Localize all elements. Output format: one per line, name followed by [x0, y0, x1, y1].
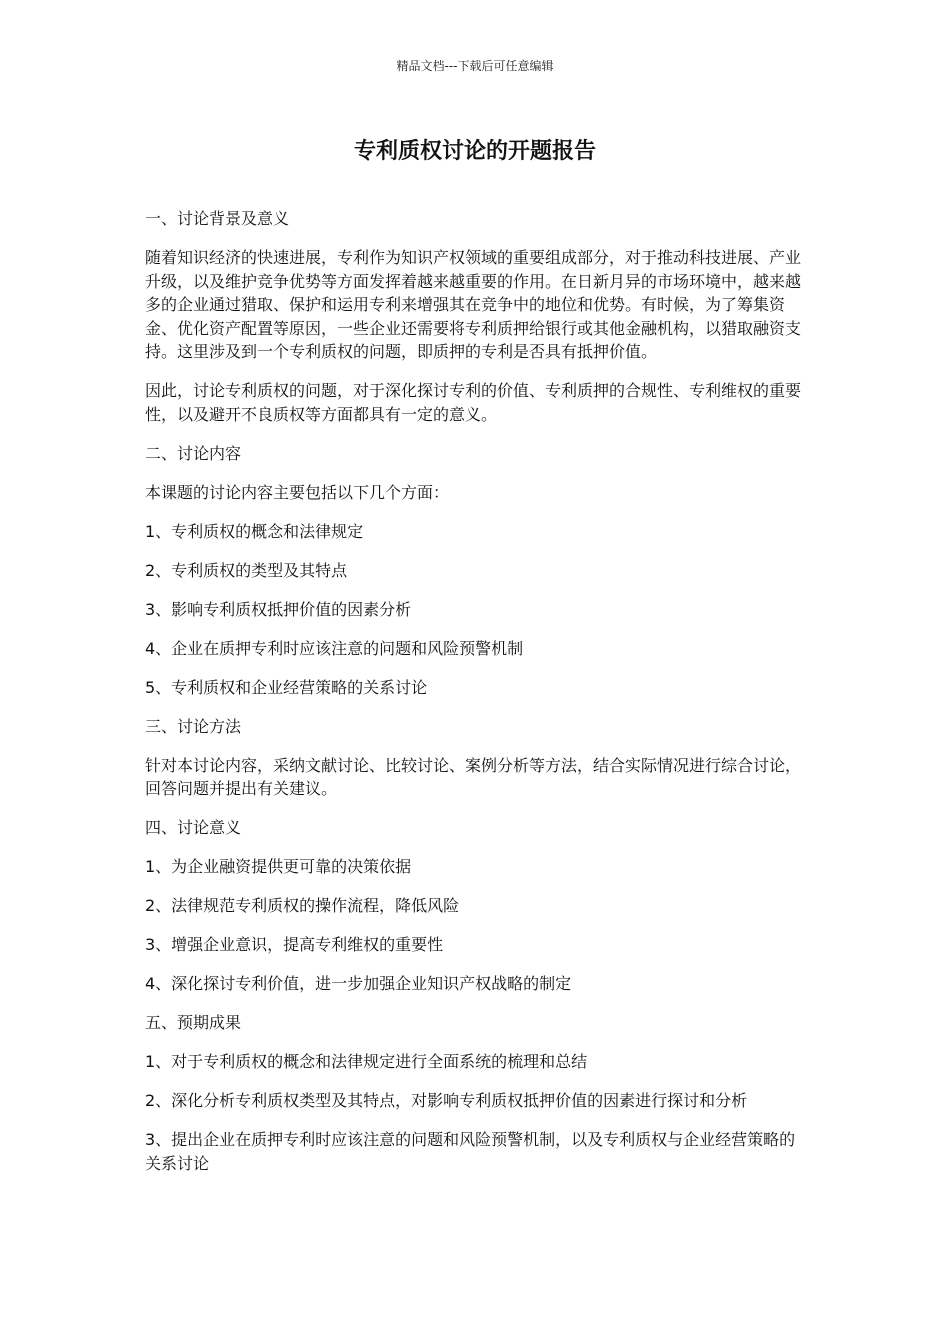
section-heading-background: 一、讨论背景及意义 — [145, 209, 290, 228]
list-item: 1、为企业融资提供更可靠的决策依据 — [145, 857, 412, 876]
list-item: 5、专利质权和企业经营策略的关系讨论 — [145, 677, 428, 697]
list-item: 3、增强企业意识，提高专利维权的重要性 — [145, 935, 444, 954]
document-title: 专利质权讨论的开题报告 — [353, 139, 596, 164]
section-heading-meaning: 四、讨论意义 — [145, 818, 242, 837]
list-item: 2、专利质权的类型及其特点 — [145, 560, 348, 580]
list-item: 1、专利质权的概念和法律规定 — [145, 521, 364, 541]
list-item: 3、影响专利质权抵押价值的因素分析 — [145, 599, 412, 619]
paragraph-method: 针对本讨论内容，采纳文献讨论、比较讨论、案例分析等方法，结合实际情况进行综合讨论，回答问题并提出有关建议。 — [145, 755, 802, 798]
section-heading-content: 二、讨论内容 — [145, 443, 242, 463]
list-item: 4、企业在质押专利时应该注意的问题和风险预警机制 — [145, 638, 524, 658]
list-item: 4、深化探讨专利价值，进一步加强企业知识产权战略的制定 — [145, 974, 572, 993]
section-heading-method: 三、讨论方法 — [145, 716, 242, 736]
list-item: 1、对于专利质权的概念和法律规定进行全面系统的梳理和总结 — [145, 1052, 588, 1071]
paragraph-background: 随着知识经济的快速进展，专利作为知识产权领域的重要组成部分，对于推动科技进展、产业升级，以及维护竞争优势等方面发挥着越来越重要的作用。在日新月异的市场环境中，越来越多的企业通过猎取、保护和运用专利来增强其在竞争中的地位和优势。有时候，为了筹集资金、优化资产配置等原因，一些企业还需要将专利质押给银行或其他金融机构，以猎取融资支持。这里涉及到一个专利质权的问题，即质押的专利是否具有抵押价值。 — [145, 248, 802, 361]
list-item: 2、法律规范专利质权的操作流程，降低风险 — [145, 896, 460, 915]
header-note: 精品文档---下载后可任意编辑 — [396, 59, 554, 73]
paragraph-content-intro: 本课题的讨论内容主要包括以下几个方面： — [145, 482, 450, 502]
document-body — [145, 207, 810, 1191]
paragraph-significance: 因此，讨论专利质权的问题，对于深化探讨专利的价值、专利质押的合规性、专利维权的重要性，以及避开不良质权等方面都具有一定的意义。 — [145, 381, 802, 424]
section-heading-results: 五、预期成果 — [145, 1013, 242, 1032]
list-item: 3、提出企业在质押专利时应该注意的问题和风险预警机制，以及专利质权与企业经营策略的关系讨论 — [145, 1130, 796, 1173]
list-item: 2、深化分析专利质权类型及其特点，对影响专利质权抵押价值的因素进行探讨和分析 — [145, 1091, 748, 1110]
